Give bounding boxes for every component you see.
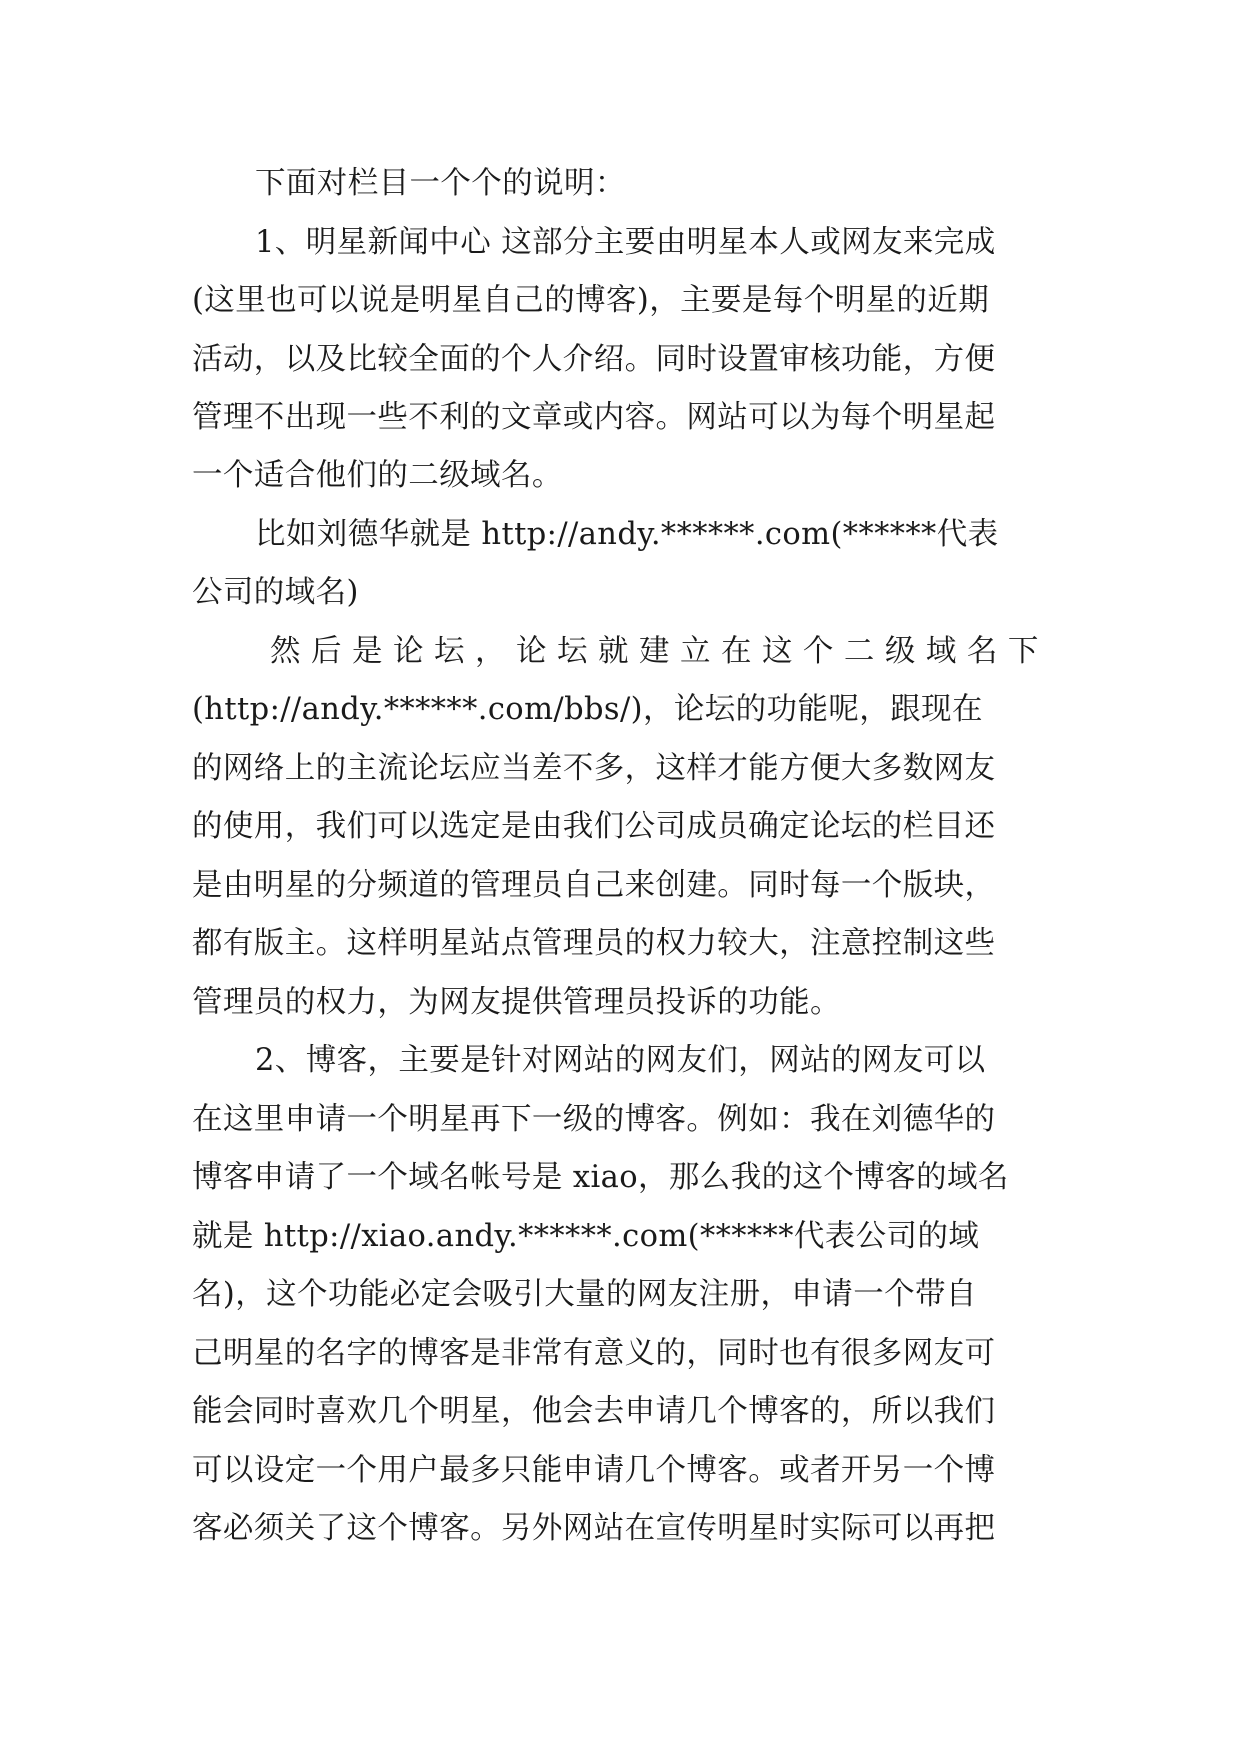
- text-line: 客必须关了这个博客。另外网站在宣传明星时实际可以再把: [192, 1511, 996, 1546]
- text-line: 2、博客，主要是针对网站的网友们，网站的网友可以: [255, 1043, 986, 1078]
- text-line: 己明星的名字的博客是非常有意义的，同时也有很多网友可: [192, 1336, 996, 1371]
- text-line: 公司的域名): [192, 575, 359, 610]
- text-line: 然 后 是 论 坛 ， 论 坛 就 建 立 在 这 个 二 级 域 名 下: [270, 634, 1039, 669]
- text-line: 在这里申请一个明星再下一级的博客。例如：我在刘德华的: [192, 1102, 996, 1137]
- text-line: 一个适合他们的二级域名。: [192, 458, 563, 493]
- text-line: 就是 http://xiao.andy.******.com(******代表公司的域: [192, 1219, 980, 1254]
- text-line: 管理不出现一些不利的文章或内容。网站可以为每个明星起: [192, 400, 996, 435]
- text-line: 是由明星的分频道的管理员自己来创建。同时每一个版块，: [192, 868, 996, 903]
- text-line: 的使用，我们可以选定是由我们公司成员确定论坛的栏目还: [192, 809, 996, 844]
- text-line: 博客申请了一个域名帐号是 xiao，那么我的这个博客的域名: [192, 1160, 1009, 1195]
- text-line: 可以设定一个用户最多只能申请几个博客。或者开另一个博: [192, 1453, 996, 1488]
- text-line: 都有版主。这样明星站点管理员的权力较大，注意控制这些: [192, 926, 996, 961]
- text-line: 能会同时喜欢几个明星，他会去申请几个博客的，所以我们: [192, 1394, 996, 1429]
- text-line: 下面对栏目一个个的说明：: [255, 166, 626, 201]
- text-line: 1、明星新闻中心 这部分主要由明星本人或网友来完成: [255, 225, 996, 260]
- text-line: (这里也可以说是明星自己的博客)，主要是每个明星的近期: [192, 283, 990, 318]
- text-line: 管理员的权力，为网友提供管理员投诉的功能。: [192, 985, 841, 1020]
- text-line: 活动，以及比较全面的个人介绍。同时设置审核功能，方便: [192, 342, 996, 377]
- text-line: (http://andy.******.com/bbs/)，论坛的功能呢，跟现在: [192, 692, 983, 727]
- text-line: 比如刘德华就是 http://andy.******.com(******代表: [255, 517, 999, 552]
- text-line: 的网络上的主流论坛应当差不多，这样才能方便大多数网友: [192, 751, 996, 786]
- text-line: 名)，这个功能必定会吸引大量的网友注册，申请一个带自: [192, 1277, 977, 1312]
